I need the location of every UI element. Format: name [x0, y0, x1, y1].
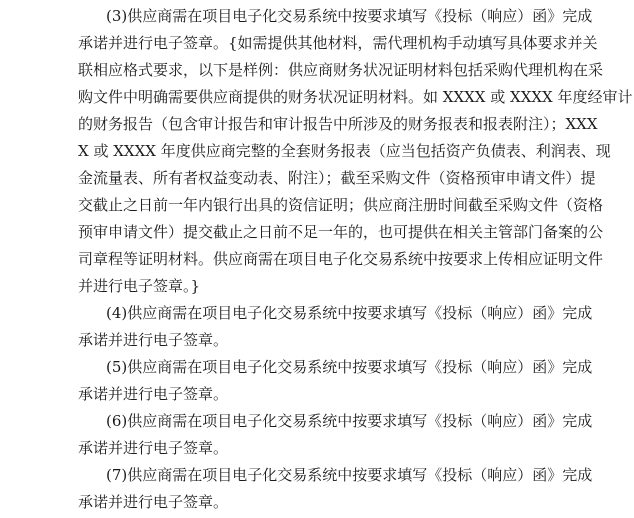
item-3-line-5: 的财务报告（包含审计报告和审计报告中所涉及的财务报表和报表附注）；XXX: [78, 115, 598, 133]
item-3-line-8: 交截止之日前一年内银行出具的资信证明；供应商注册时间截至采购文件（资格: [78, 196, 604, 214]
item-3-line-2: 承诺并进行电子签章。{如需提供其他材料，需代理机构手动填写具体要求并关: [78, 34, 598, 52]
item-3-line-7: 金流量表、所有者权益变动表、附注）；截至采购文件（资格预审申请文件）提: [78, 169, 596, 187]
item-3-line-3: 联相应格式要求，以下是样例：供应商财务状况证明材料包括采购代理机构在采: [78, 61, 604, 79]
item-3-line-9: 预审申请文件）提交截止之日前不足一年的，也可提供在相关主管部门备案的公: [78, 223, 604, 241]
item-4-line-2: 承诺并进行电子签章。: [78, 331, 229, 349]
item-6-line-2: 承诺并进行电子签章。: [78, 439, 229, 457]
item-5-line-2: 承诺并进行电子签章。: [78, 385, 229, 403]
item-7-line-1: (7)供应商需在项目电子化交易系统中按要求填写《投标（响应）函》完成: [106, 466, 593, 484]
item-3-line-11: 并进行电子签章。}: [78, 277, 201, 295]
item-4-line-1: (4)供应商需在项目电子化交易系统中按要求填写《投标（响应）函》完成: [106, 304, 593, 322]
item-3-line-10: 司章程等证明材料。供应商需在项目电子化交易系统中按要求上传相应证明文件: [78, 250, 604, 268]
item-7-line-2: 承诺并进行电子签章。: [78, 493, 229, 511]
item-3-line-1: (3)供应商需在项目电子化交易系统中按要求填写《投标（响应）函》完成: [106, 7, 593, 25]
item-5-line-1: (5)供应商需在项目电子化交易系统中按要求填写《投标（响应）函》完成: [106, 358, 593, 376]
item-6-line-1: (6)供应商需在项目电子化交易系统中按要求填写《投标（响应）函》完成: [106, 412, 593, 430]
item-3-line-4: 购文件中明确需要供应商提供的财务状况证明材料。如 XXXX 或 XXXX 年度经审计: [78, 88, 633, 106]
item-3-line-6: X 或 XXXX 年度供应商完整的全套财务报表（应当包括资产负债表、利润表、现: [78, 142, 611, 160]
